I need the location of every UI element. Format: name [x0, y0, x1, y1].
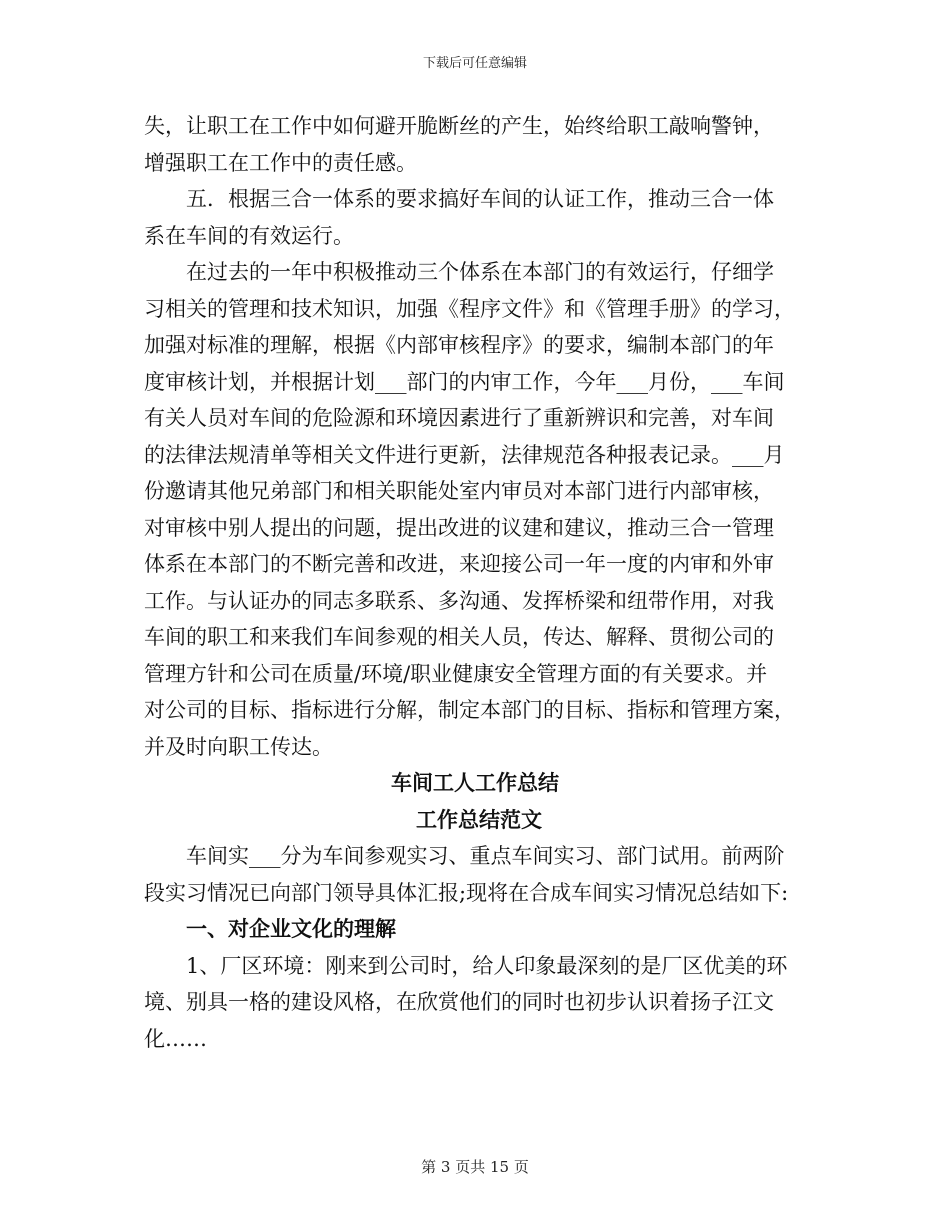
- body-line: 对审核中别人提出的问题，提出改进的议建和建议，推动三合一管理: [144, 515, 774, 540]
- body-line: 习相关的管理和技术知识，加强《程序文件》和《管理手册》的学习，: [144, 296, 795, 321]
- page-header-note: 下载后可任意编辑: [422, 56, 527, 71]
- body-line: 的法律法规清单等相关文件进行更新，法律规范各种报表记录。___月: [144, 442, 785, 467]
- document-body: [144, 108, 814, 1057]
- body-line: 有关人员对车间的危险源和环境因素进行了重新辨识和完善，对车间: [144, 406, 774, 430]
- body-line: 增强职工在工作中的责任感。: [144, 150, 417, 175]
- body-line: 化……: [144, 1026, 207, 1051]
- body-line: 系在车间的有效运行。: [144, 223, 354, 248]
- body-line: 境、别具一格的建设风格，在欣赏他们的同时也初步认识着扬子江文: [144, 990, 774, 1014]
- body-line: 份邀请其他兄弟部门和相关职能处室内审员对本部门进行内部审核，: [144, 479, 774, 503]
- body-line: 五．根据三合一体系的要求搞好车间的认证工作，推动三合一体: [186, 187, 774, 211]
- section-title: 车间工人工作总结: [391, 770, 559, 795]
- body-line: 并及时向职工传达。: [144, 734, 333, 759]
- body-line: 度审核计划，并根据计划___部门的内审工作，今年___月份，___车间: [144, 369, 785, 394]
- body-line: 工作。与认证办的同志多联系、多沟通、发挥桥梁和纽带作用，对我: [144, 588, 774, 613]
- body-line: 体系在本部门的不断完善和改进，来迎接公司一年一度的内审和外审: [144, 552, 774, 576]
- body-line: 1、厂区环境：刚来到公司时，给人印象最深刻的是厂区优美的环: [186, 953, 788, 978]
- section-subtitle: 工作总结范文: [416, 806, 542, 832]
- section-heading: 一、对企业文化的理解: [186, 916, 396, 941]
- body-line: 加强对标准的理解，根据《内部审核程序》的要求，编制本部门的年: [144, 333, 774, 357]
- body-line: 管理方针和公司在质量/环境/职业健康安全管理方面的有关要求。并: [144, 661, 768, 686]
- body-line: 在过去的一年中积极推动三个体系在本部门的有效运行，仔细学: [186, 260, 774, 284]
- body-line: 对公司的目标、指标进行分解，制定本部门的目标、指标和管理方案，: [144, 698, 795, 722]
- body-line: 失，让职工在工作中如何避开脆断丝的产生，始终给职工敲响警钟，: [144, 114, 774, 138]
- body-line: 段实习情况已向部门领导具体汇报;现将在合成车间实习情况总结如下:: [144, 880, 789, 905]
- body-line: 车间的职工和来我们车间参观的相关人员，传达、解释、贯彻公司的: [144, 625, 774, 649]
- page-number: 第 3 页共 15 页: [421, 1158, 529, 1176]
- body-line: 车间实___分为车间参观实习、重点车间实习、部门试用。前两阶: [186, 844, 785, 868]
